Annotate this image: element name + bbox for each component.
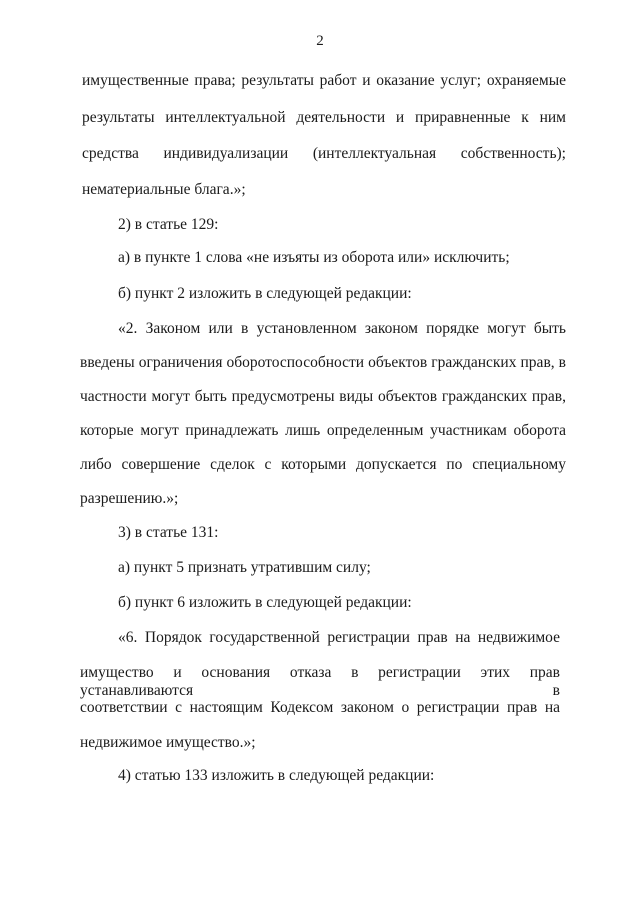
paragraph-start: а) в пункте 1 слова «не изъяты из оборота или» исключить; [118,249,510,266]
text-line: разрешению.»; [80,490,179,507]
text-line: имущественные права; результаты работ и оказание услуг; охраняемые [82,72,566,89]
paragraph-start: а) пункт 5 признать утратившим силу; [118,559,371,576]
text-line: результаты интеллектуальной деятельности и приравненные к ним [82,109,566,126]
text-line: имущество и основания отказа в регистрации этих прав устанавливаются в [80,664,560,699]
text-line: средства индивидуализации (интеллектуальная собственность); [82,145,566,162]
text-line: которые могут принадлежать лишь определенным участникам оборота [80,422,566,439]
text-line: нематериальные блага.»; [82,181,246,198]
text-line: введены ограничения оборотоспособности объектов гражданских прав, в [80,354,566,371]
text-line: либо совершение сделок с которыми допускается по специальному [80,456,566,473]
text-line: соответствии с настоящим Кодексом законом о регистрации прав на [80,699,560,716]
page-number: 2 [316,33,324,49]
paragraph-start: 4) статью 133 изложить в следующей редакции: [118,767,435,784]
text-line: частности могут быть предусмотрены виды объектов гражданских прав, [80,388,566,405]
paragraph-start: «2. Законом или в установленном законом порядке могут быть [118,320,566,337]
paragraph-start: «6. Порядок государственной регистрации прав на недвижимое [118,629,560,646]
paragraph-start: б) пункт 2 изложить в следующей редакции: [118,285,412,302]
paragraph-start: 3) в статье 131: [118,524,219,541]
paragraph-start: 2) в статье 129: [118,216,219,233]
paragraph-start: б) пункт 6 изложить в следующей редакции: [118,594,412,611]
text-line: недвижимое имущество.»; [80,734,256,751]
